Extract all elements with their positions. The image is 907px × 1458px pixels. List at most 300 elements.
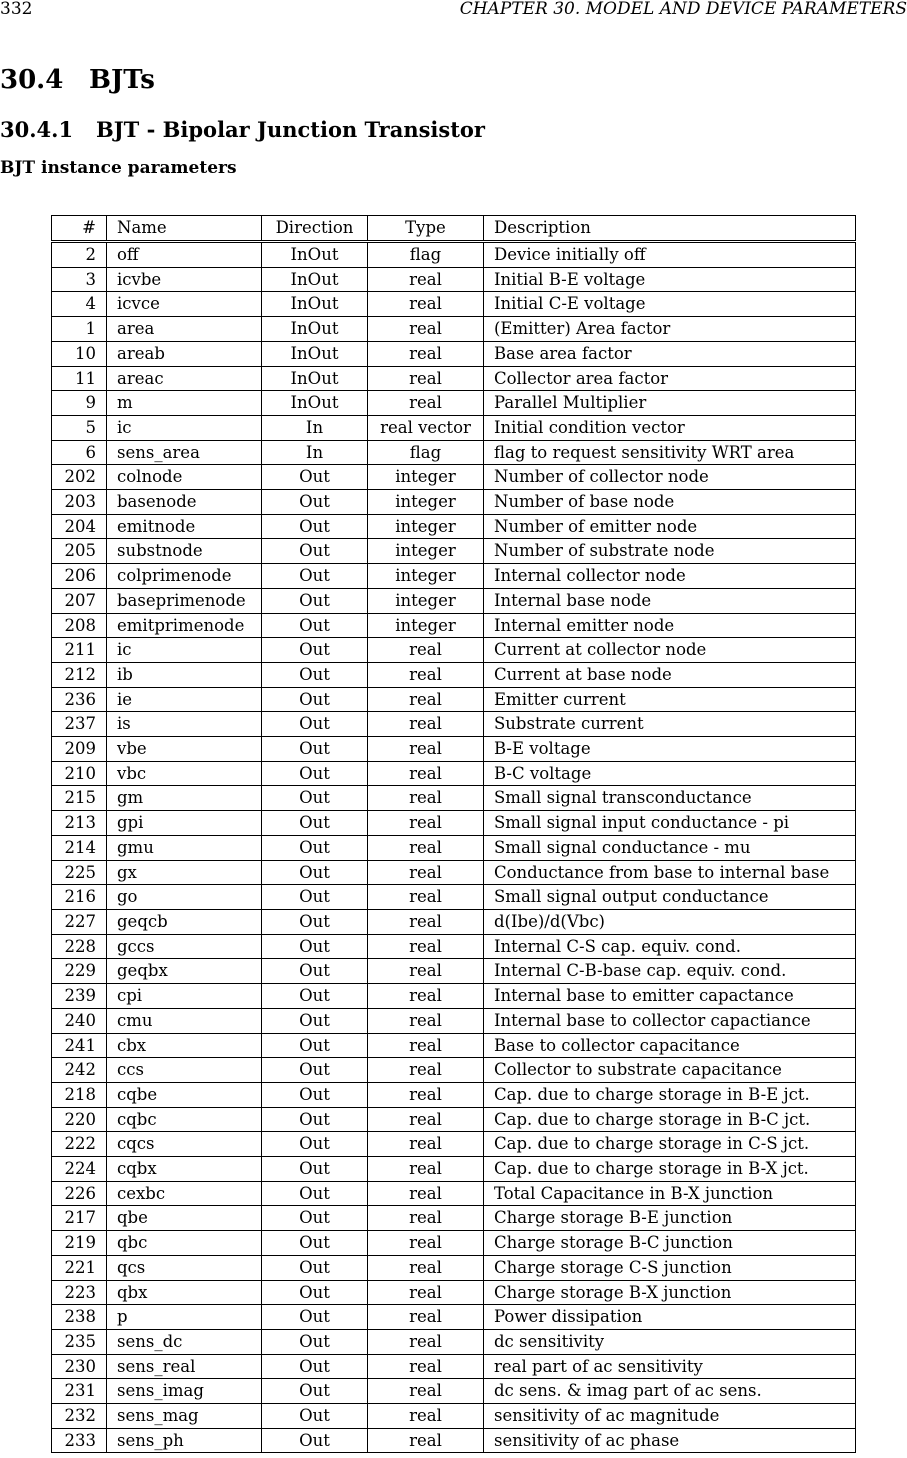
cell-name: ic <box>107 638 262 663</box>
cell-description: Cap. due to charge storage in C-S jct. <box>484 1132 856 1157</box>
cell-direction: InOut <box>262 317 368 342</box>
cell-name: qbx <box>107 1280 262 1305</box>
cell-description: real part of ac sensitivity <box>484 1354 856 1379</box>
cell-number: 214 <box>52 835 107 860</box>
cell-type: real <box>368 1107 484 1132</box>
cell-direction: InOut <box>262 242 368 268</box>
table-row <box>52 1404 856 1429</box>
cell-type: integer <box>368 564 484 589</box>
cell-type: real <box>368 934 484 959</box>
cell-number: 205 <box>52 539 107 564</box>
cell-description: Parallel Multiplier <box>484 391 856 416</box>
cell-direction: Out <box>262 1107 368 1132</box>
cell-type: real <box>368 687 484 712</box>
cell-type: integer <box>368 613 484 638</box>
cell-type: real <box>368 909 484 934</box>
cell-type: real <box>368 1008 484 1033</box>
cell-number: 215 <box>52 786 107 811</box>
cell-type: real <box>368 1058 484 1083</box>
table-row <box>52 1231 856 1256</box>
cell-number: 4 <box>52 292 107 317</box>
table-row <box>52 1329 856 1354</box>
cell-type: real vector <box>368 415 484 440</box>
table-row <box>52 1280 856 1305</box>
cell-description: Number of base node <box>484 490 856 515</box>
cell-number: 2 <box>52 242 107 268</box>
cell-direction: Out <box>262 860 368 885</box>
cell-direction: Out <box>262 1033 368 1058</box>
cell-type: integer <box>368 539 484 564</box>
table-row <box>52 1157 856 1182</box>
cell-description: Internal collector node <box>484 564 856 589</box>
cell-number: 222 <box>52 1132 107 1157</box>
cell-direction: Out <box>262 613 368 638</box>
cell-type: real <box>368 1082 484 1107</box>
cell-number: 241 <box>52 1033 107 1058</box>
cell-type: real <box>368 638 484 663</box>
table-row <box>52 366 856 391</box>
cell-name: ccs <box>107 1058 262 1083</box>
cell-type: real <box>368 1305 484 1330</box>
chapter-title: CHAPTER 30. MODEL AND DEVICE PARAMETERS <box>459 0 907 19</box>
table-row <box>52 761 856 786</box>
cell-description: Emitter current <box>484 687 856 712</box>
cell-name: geqcb <box>107 909 262 934</box>
table-row <box>52 391 856 416</box>
table-row <box>52 514 856 539</box>
cell-description: Power dissipation <box>484 1305 856 1330</box>
cell-type: integer <box>368 514 484 539</box>
cell-description: Collector to substrate capacitance <box>484 1058 856 1083</box>
table-row <box>52 638 856 663</box>
cell-type: real <box>368 1181 484 1206</box>
cell-number: 231 <box>52 1379 107 1404</box>
cell-type: real <box>368 366 484 391</box>
cell-direction: Out <box>262 588 368 613</box>
cell-name: emitprimenode <box>107 613 262 638</box>
cell-name: cqbe <box>107 1082 262 1107</box>
table-header-row <box>52 216 856 242</box>
cell-direction: Out <box>262 1206 368 1231</box>
table-row <box>52 1082 856 1107</box>
cell-description: Small signal transconductance <box>484 786 856 811</box>
table-row <box>52 811 856 836</box>
cell-description: Small signal output conductance <box>484 885 856 910</box>
cell-description: Conductance from base to internal base <box>484 860 856 885</box>
table-row <box>52 564 856 589</box>
table-row <box>52 1206 856 1231</box>
cell-name: sens_area <box>107 440 262 465</box>
cell-description: Number of collector node <box>484 465 856 490</box>
cell-description: dc sens. & imag part of ac sens. <box>484 1379 856 1404</box>
cell-name: gx <box>107 860 262 885</box>
cell-number: 217 <box>52 1206 107 1231</box>
cell-description: Substrate current <box>484 712 856 737</box>
table-row <box>52 1008 856 1033</box>
cell-name: ib <box>107 662 262 687</box>
cell-direction: InOut <box>262 391 368 416</box>
cell-direction: Out <box>262 1082 368 1107</box>
cell-direction: Out <box>262 885 368 910</box>
table-row <box>52 1379 856 1404</box>
cell-direction: Out <box>262 490 368 515</box>
cell-description: d(Ibe)/d(Vbc) <box>484 909 856 934</box>
cell-number: 213 <box>52 811 107 836</box>
cell-number: 218 <box>52 1082 107 1107</box>
cell-number: 10 <box>52 341 107 366</box>
cell-type: integer <box>368 588 484 613</box>
cell-direction: Out <box>262 811 368 836</box>
cell-number: 207 <box>52 588 107 613</box>
table-row <box>52 317 856 342</box>
table-row <box>52 860 856 885</box>
cell-name: sens_real <box>107 1354 262 1379</box>
cell-number: 203 <box>52 490 107 515</box>
cell-number: 206 <box>52 564 107 589</box>
cell-direction: Out <box>262 687 368 712</box>
cell-direction: Out <box>262 984 368 1009</box>
cell-direction: Out <box>262 1404 368 1429</box>
cell-type: real <box>368 835 484 860</box>
column-header-name: Name <box>107 216 262 242</box>
instance-parameters-table <box>51 215 856 1453</box>
cell-name: icvbe <box>107 267 262 292</box>
cell-type: real <box>368 885 484 910</box>
cell-type: real <box>368 1255 484 1280</box>
cell-description: Number of emitter node <box>484 514 856 539</box>
cell-type: real <box>368 317 484 342</box>
subsection-heading <box>0 116 485 144</box>
cell-description: Internal C-B-base cap. equiv. cond. <box>484 959 856 984</box>
cell-name: qbe <box>107 1206 262 1231</box>
cell-description: Internal base node <box>484 588 856 613</box>
running-head <box>0 0 907 19</box>
cell-name: is <box>107 712 262 737</box>
cell-name: go <box>107 885 262 910</box>
table-row <box>52 292 856 317</box>
cell-number: 226 <box>52 1181 107 1206</box>
cell-type: real <box>368 1354 484 1379</box>
cell-type: real <box>368 1404 484 1429</box>
table-row <box>52 687 856 712</box>
cell-name: p <box>107 1305 262 1330</box>
cell-direction: Out <box>262 1008 368 1033</box>
cell-description: Cap. due to charge storage in B-X jct. <box>484 1157 856 1182</box>
cell-name: cqbc <box>107 1107 262 1132</box>
table-row <box>52 1132 856 1157</box>
cell-name: emitnode <box>107 514 262 539</box>
cell-type: real <box>368 811 484 836</box>
cell-type: real <box>368 737 484 762</box>
cell-direction: Out <box>262 761 368 786</box>
cell-direction: Out <box>262 662 368 687</box>
cell-direction: Out <box>262 1305 368 1330</box>
cell-direction: Out <box>262 712 368 737</box>
table-row <box>52 934 856 959</box>
cell-name: geqbx <box>107 959 262 984</box>
table-row <box>52 588 856 613</box>
cell-description: Current at collector node <box>484 638 856 663</box>
cell-description: B-C voltage <box>484 761 856 786</box>
cell-description: Total Capacitance in B-X junction <box>484 1181 856 1206</box>
cell-number: 202 <box>52 465 107 490</box>
cell-number: 227 <box>52 909 107 934</box>
cell-type: real <box>368 391 484 416</box>
table-row <box>52 786 856 811</box>
cell-type: real <box>368 267 484 292</box>
cell-description: Small signal conductance - mu <box>484 835 856 860</box>
cell-direction: Out <box>262 564 368 589</box>
cell-number: 225 <box>52 860 107 885</box>
cell-description: Charge storage B-C junction <box>484 1231 856 1256</box>
cell-name: cqcs <box>107 1132 262 1157</box>
cell-name: areac <box>107 366 262 391</box>
table-row <box>52 959 856 984</box>
cell-description: Current at base node <box>484 662 856 687</box>
cell-direction: InOut <box>262 366 368 391</box>
column-header-number: # <box>52 216 107 242</box>
cell-number: 211 <box>52 638 107 663</box>
cell-name: sens_mag <box>107 1404 262 1429</box>
cell-type: real <box>368 712 484 737</box>
cell-number: 5 <box>52 415 107 440</box>
column-header-direction: Direction <box>262 216 368 242</box>
cell-description: Base to collector capacitance <box>484 1033 856 1058</box>
cell-description: Device initially off <box>484 242 856 268</box>
cell-number: 210 <box>52 761 107 786</box>
cell-description: sensitivity of ac phase <box>484 1428 856 1453</box>
cell-name: cbx <box>107 1033 262 1058</box>
cell-number: 219 <box>52 1231 107 1256</box>
cell-name: area <box>107 317 262 342</box>
cell-number: 242 <box>52 1058 107 1083</box>
cell-name: sens_imag <box>107 1379 262 1404</box>
section-title: BJTs <box>89 65 155 95</box>
cell-direction: Out <box>262 959 368 984</box>
cell-name: colprimenode <box>107 564 262 589</box>
cell-number: 236 <box>52 687 107 712</box>
cell-direction: Out <box>262 1329 368 1354</box>
table-row <box>52 613 856 638</box>
cell-direction: Out <box>262 1354 368 1379</box>
cell-description: Collector area factor <box>484 366 856 391</box>
table-row <box>52 1305 856 1330</box>
cell-type: integer <box>368 490 484 515</box>
cell-name: m <box>107 391 262 416</box>
cell-name: gccs <box>107 934 262 959</box>
cell-number: 223 <box>52 1280 107 1305</box>
cell-direction: Out <box>262 465 368 490</box>
cell-name: colnode <box>107 465 262 490</box>
cell-number: 208 <box>52 613 107 638</box>
cell-type: real <box>368 786 484 811</box>
cell-name: areab <box>107 341 262 366</box>
cell-number: 238 <box>52 1305 107 1330</box>
page-number: 332 <box>0 0 33 19</box>
cell-description: Initial condition vector <box>484 415 856 440</box>
cell-number: 232 <box>52 1404 107 1429</box>
cell-direction: Out <box>262 1255 368 1280</box>
table-row <box>52 1255 856 1280</box>
cell-number: 228 <box>52 934 107 959</box>
table-row <box>52 539 856 564</box>
cell-number: 220 <box>52 1107 107 1132</box>
table-row <box>52 662 856 687</box>
table-row <box>52 267 856 292</box>
cell-name: gpi <box>107 811 262 836</box>
section-number: 30.4 <box>0 65 64 95</box>
cell-direction: Out <box>262 539 368 564</box>
cell-name: baseprimenode <box>107 588 262 613</box>
cell-name: sens_dc <box>107 1329 262 1354</box>
table-row <box>52 465 856 490</box>
cell-direction: Out <box>262 909 368 934</box>
cell-type: real <box>368 1280 484 1305</box>
cell-number: 240 <box>52 1008 107 1033</box>
cell-name: basenode <box>107 490 262 515</box>
cell-description: sensitivity of ac magnitude <box>484 1404 856 1429</box>
cell-description: Cap. due to charge storage in B-E jct. <box>484 1082 856 1107</box>
cell-direction: Out <box>262 1231 368 1256</box>
cell-direction: Out <box>262 737 368 762</box>
cell-direction: Out <box>262 835 368 860</box>
table-row <box>52 1058 856 1083</box>
cell-description: B-E voltage <box>484 737 856 762</box>
cell-description: dc sensitivity <box>484 1329 856 1354</box>
cell-name: vbe <box>107 737 262 762</box>
cell-type: real <box>368 341 484 366</box>
table-row <box>52 341 856 366</box>
cell-name: ie <box>107 687 262 712</box>
cell-name: qbc <box>107 1231 262 1256</box>
cell-description: Internal base to collector capactiance <box>484 1008 856 1033</box>
cell-number: 1 <box>52 317 107 342</box>
cell-name: gm <box>107 786 262 811</box>
cell-description: Charge storage C-S junction <box>484 1255 856 1280</box>
cell-direction: Out <box>262 786 368 811</box>
cell-type: flag <box>368 440 484 465</box>
table-row <box>52 1181 856 1206</box>
cell-description: Base area factor <box>484 341 856 366</box>
cell-number: 229 <box>52 959 107 984</box>
cell-number: 230 <box>52 1354 107 1379</box>
cell-direction: Out <box>262 638 368 663</box>
cell-description: Internal base to emitter capactance <box>484 984 856 1009</box>
cell-number: 235 <box>52 1329 107 1354</box>
table-row <box>52 984 856 1009</box>
cell-direction: Out <box>262 1157 368 1182</box>
cell-description: Internal emitter node <box>484 613 856 638</box>
cell-description: flag to request sensitivity WRT area <box>484 440 856 465</box>
cell-type: real <box>368 984 484 1009</box>
cell-description: Initial B-E voltage <box>484 267 856 292</box>
cell-type: real <box>368 1157 484 1182</box>
cell-direction: Out <box>262 1379 368 1404</box>
cell-direction: InOut <box>262 292 368 317</box>
subsection-number: 30.4.1 <box>0 117 74 142</box>
cell-name: vbc <box>107 761 262 786</box>
cell-number: 216 <box>52 885 107 910</box>
table-row <box>52 1107 856 1132</box>
cell-direction: In <box>262 440 368 465</box>
cell-type: real <box>368 1206 484 1231</box>
cell-direction: Out <box>262 1132 368 1157</box>
cell-name: sens_ph <box>107 1428 262 1453</box>
cell-name: ic <box>107 415 262 440</box>
cell-name: substnode <box>107 539 262 564</box>
cell-type: real <box>368 292 484 317</box>
cell-number: 204 <box>52 514 107 539</box>
table-row <box>52 885 856 910</box>
table-row <box>52 1428 856 1453</box>
cell-type: real <box>368 761 484 786</box>
paragraph-heading: BJT instance parameters <box>0 158 237 178</box>
cell-type: real <box>368 1033 484 1058</box>
table-row <box>52 712 856 737</box>
cell-direction: Out <box>262 1058 368 1083</box>
cell-type: real <box>368 1379 484 1404</box>
table-row <box>52 737 856 762</box>
cell-type: real <box>368 1132 484 1157</box>
cell-number: 11 <box>52 366 107 391</box>
cell-description: Charge storage B-E junction <box>484 1206 856 1231</box>
cell-name: icvce <box>107 292 262 317</box>
table-row <box>52 1354 856 1379</box>
cell-name: cqbx <box>107 1157 262 1182</box>
cell-name: cpi <box>107 984 262 1009</box>
cell-direction: Out <box>262 514 368 539</box>
cell-direction: InOut <box>262 267 368 292</box>
cell-name: cmu <box>107 1008 262 1033</box>
table-row <box>52 440 856 465</box>
table-row <box>52 909 856 934</box>
cell-number: 6 <box>52 440 107 465</box>
subsection-title: BJT - Bipolar Junction Transistor <box>96 117 485 142</box>
table-row <box>52 415 856 440</box>
cell-direction: InOut <box>262 341 368 366</box>
cell-direction: Out <box>262 1280 368 1305</box>
cell-number: 212 <box>52 662 107 687</box>
cell-type: real <box>368 1428 484 1453</box>
table-body <box>52 242 856 1453</box>
cell-description: Cap. due to charge storage in B-C jct. <box>484 1107 856 1132</box>
cell-name: gmu <box>107 835 262 860</box>
column-header-type: Type <box>368 216 484 242</box>
cell-description: Initial C-E voltage <box>484 292 856 317</box>
cell-direction: In <box>262 415 368 440</box>
cell-type: real <box>368 959 484 984</box>
cell-direction: Out <box>262 1428 368 1453</box>
table-row <box>52 835 856 860</box>
cell-name: cexbc <box>107 1181 262 1206</box>
table-row <box>52 490 856 515</box>
cell-type: real <box>368 1231 484 1256</box>
cell-number: 221 <box>52 1255 107 1280</box>
cell-number: 239 <box>52 984 107 1009</box>
cell-description: Internal C-S cap. equiv. cond. <box>484 934 856 959</box>
cell-name: off <box>107 242 262 268</box>
cell-number: 237 <box>52 712 107 737</box>
table-row <box>52 1033 856 1058</box>
cell-number: 9 <box>52 391 107 416</box>
cell-direction: Out <box>262 934 368 959</box>
cell-type: flag <box>368 242 484 268</box>
cell-number: 233 <box>52 1428 107 1453</box>
table-row <box>52 242 856 268</box>
cell-description: Number of substrate node <box>484 539 856 564</box>
cell-description: (Emitter) Area factor <box>484 317 856 342</box>
section-heading <box>0 62 155 98</box>
